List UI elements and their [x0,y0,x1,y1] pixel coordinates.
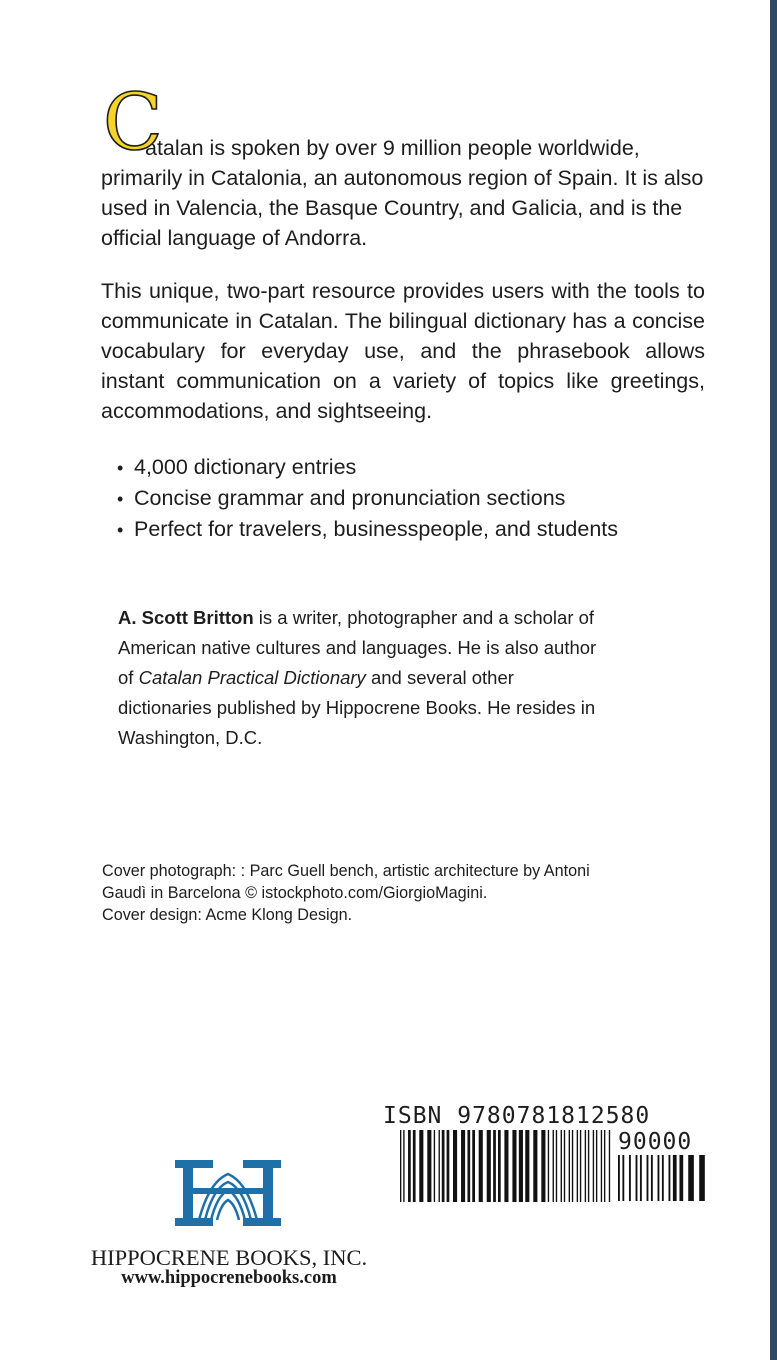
barcode-bar [504,1130,508,1202]
photo-credit-line: Gaudì in Barcelona © istockphoto.com/GiorgioMagini. [102,884,488,902]
barcode-bar [487,1130,491,1202]
barcode-bar [548,1130,549,1202]
intro-first-line: atalan is spoken by over 9 million people worldwide, [145,136,640,160]
list-item: • Perfect for travelers, businesspeople, and students [117,514,618,545]
barcode-bar [609,1130,610,1202]
drop-cap-letter: C [103,78,163,168]
barcode-bar [673,1155,677,1201]
barcode-bar [564,1130,565,1202]
price-barcode [618,1155,708,1201]
barcode-bar [472,1130,475,1202]
barcode-bar [699,1155,705,1201]
barcode-bar [525,1130,529,1202]
barcode-bar [647,1155,649,1201]
bullet-icon: • [117,489,124,509]
description-paragraph: This unique, two-part resource provides users with the tools to communicate in Catalan. The bilingual dictionary has a concise vocabulary for everyday use, and the phrasebook allows instant communication on a variety of topics like greetings, accommodations, and sightseeing. [101,279,705,423]
barcode-bar [427,1130,431,1202]
book-title: Catalan Practical Dictionary [138,667,366,688]
barcode-bar [541,1130,545,1202]
barcode-bar [439,1130,440,1202]
photo-credit-line: Cover photograph: : Parc Guell bench, artistic architecture by Antoni [102,862,590,880]
barcode-bar [636,1155,638,1201]
design-credit: Cover design: Acme Klong Design. [102,906,353,924]
barcode-bar [601,1130,602,1202]
barcode-bar [561,1130,562,1202]
barcode-bar [467,1130,470,1202]
barcode-bar [629,1155,631,1201]
publisher-website: www.hippocrenebooks.com [121,1268,337,1288]
intro-rest: primarily in Catalonia, an autonomous region of Spain. It is also used in Valencia, the Basque Country, and Galicia, and is the official language of Andorra. [101,166,704,250]
list-item: • 4,000 dictionary entries [117,452,618,483]
barcode-bar [408,1130,411,1202]
publisher-name: HIPPOCRENE BOOKS, INC. [90,1245,368,1270]
barcode-bar [493,1130,496,1202]
barcode-bar [604,1130,605,1202]
barcode-bar [572,1130,573,1202]
barcode-bar [447,1130,450,1202]
barcode-bar [400,1130,401,1202]
barcode-bar [658,1155,660,1201]
isbn-barcode [400,1130,612,1202]
barcode-bar [618,1155,620,1201]
hippocrene-logo-icon [175,1158,281,1230]
isbn-label: ISBN 9780781812580 [383,1103,651,1129]
barcode-bar [498,1130,501,1202]
barcode-bar [679,1155,683,1201]
barcode-bar [479,1130,483,1202]
list-item: • Concise grammar and pronunciation sections [117,483,618,514]
barcode-bar [580,1130,581,1202]
bullet-icon: • [117,520,124,540]
barcode-bar [512,1130,516,1202]
barcode-bar [622,1155,624,1201]
barcode-bar [668,1155,670,1201]
barcode-bar [569,1130,570,1202]
barcode-bar [640,1155,642,1201]
barcode-bar [577,1130,578,1202]
barcode-bar [442,1130,445,1202]
barcode-bar [403,1130,404,1202]
barcode-bar [533,1130,537,1202]
barcode-bar [461,1130,465,1202]
author-bio: A. Scott Britton is a writer, photographer and a scholar of American native cultures and languages. He is also author of Catalan Practical Dictionary and several other dictionaries published by Hippocrene Books. He resides in Washington, D.C. [118,607,597,748]
cover-credits [102,860,682,926]
barcode-bar [553,1130,554,1202]
intro-paragraph [101,78,705,253]
barcode-bar [585,1130,586,1202]
barcode-bar [519,1130,523,1202]
author-name: A. Scott Britton [118,607,254,628]
barcode-bar [413,1130,416,1202]
barcode-bar [453,1130,457,1202]
barcode-bar [651,1155,653,1201]
barcode-bar [556,1130,557,1202]
barcode-bar [662,1155,664,1201]
barcode-bar [596,1130,597,1202]
feature-list [117,452,618,545]
barcode-bar [593,1130,594,1202]
spine-edge [770,0,777,1360]
barcode-bar [434,1130,435,1202]
price-code: 90000 [618,1129,693,1155]
barcode-bar [419,1130,423,1202]
bullet-icon: • [117,458,124,478]
barcode-bar [688,1155,694,1201]
barcode-bar [588,1130,589,1202]
